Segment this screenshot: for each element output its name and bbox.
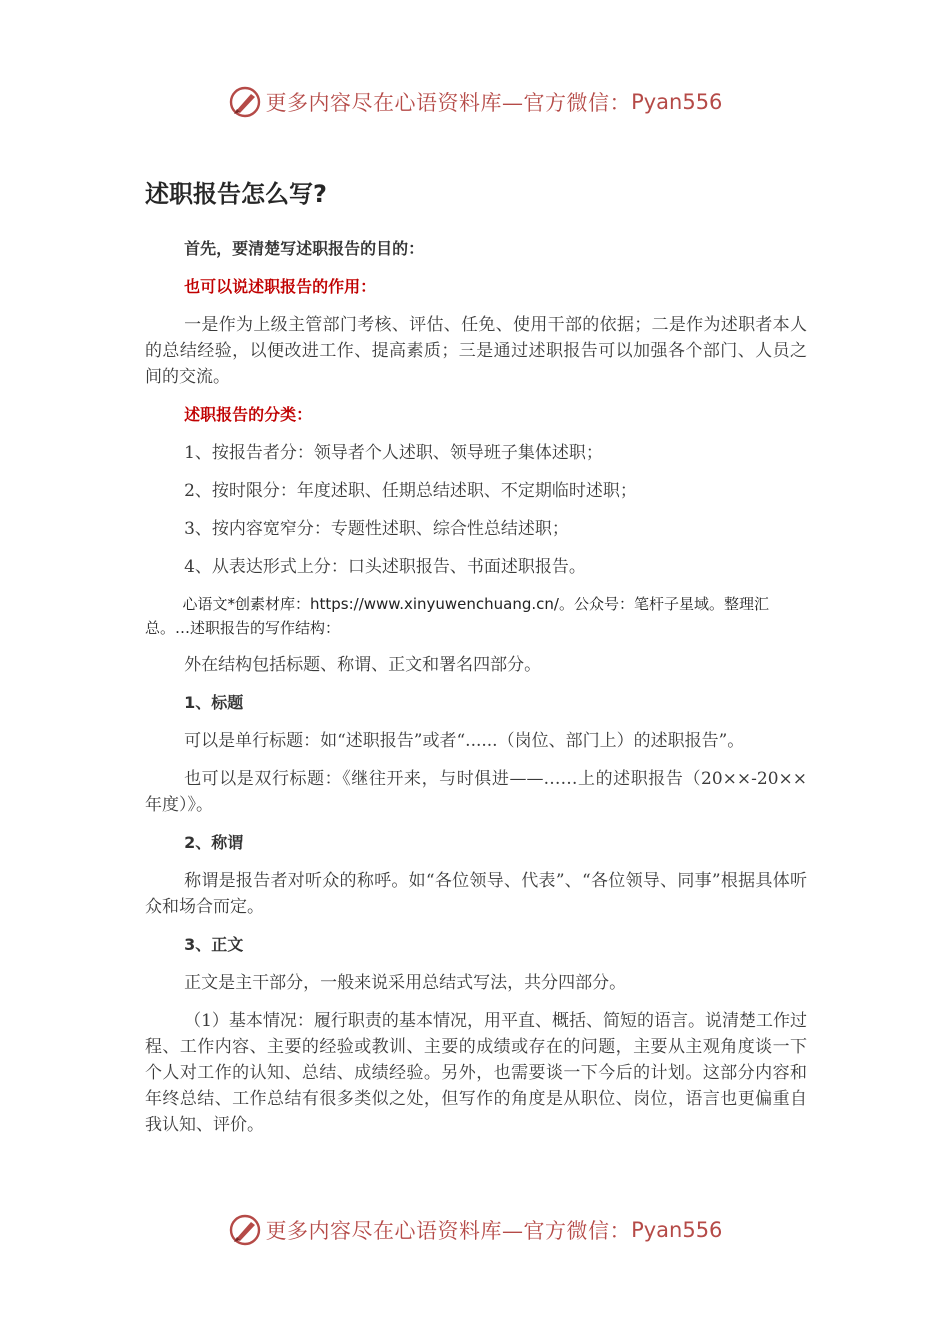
pen-logo-icon (228, 85, 262, 119)
header-text: 更多内容尽在心语资料库—官方微信： (265, 91, 632, 115)
class-item-4: 4、从表达形式上分：口头述职报告、书面述职报告。 (184, 557, 586, 577)
pen-logo-icon (228, 1213, 262, 1247)
role-heading (145, 274, 807, 300)
section-heading-call (145, 830, 807, 856)
section-heading-body (145, 932, 807, 958)
class-item-2: 2、按时限分：年度述职、任期总结述职、不定期临时述职； (184, 481, 637, 501)
footer-handle: Pyan556 (631, 1218, 723, 1242)
header-handle: Pyan556 (631, 90, 723, 114)
intro-paragraph (145, 236, 807, 262)
title-paragraph-1: 可以是单行标题：如“述职报告”或者“......（岗位、部门上）的述职报告”。 (184, 731, 745, 751)
class-item-1: 1、按报告者分：领导者个人述职、领导班子集体述职； (184, 443, 603, 463)
page-title: 述职报告怎么写? (145, 180, 327, 208)
basic-paragraph: （1）基本情况：履行职责的基本情况，用平直、概括、简短的语言。说清楚工作过程、工作内容、主要的经验或教训、主要的成绩或存在的问题，主要从主观角度谈一下个人对工作的认知、总结、成绩经验。另外，也需要谈一下今后的计划。这部分内容和年终总结、工作总结有很多类似之处，但写作的角度是从职位、岗位，语言也更偏重自我认知、评价。 (145, 1011, 807, 1135)
class-heading-text: 述职报告的分类： (184, 405, 313, 424)
class-heading (145, 402, 807, 428)
call-paragraph: 称谓是报告者对听众的称呼。如“各位领导、代表”、“各位领导、同事”根据具体听众和场合而定。 (145, 871, 807, 917)
footer-text: 更多内容尽在心语资料库—官方微信： (265, 1219, 632, 1243)
document-body (145, 170, 807, 1150)
structure-paragraph: 外在结构包括标题、称谓、正文和署名四部分。 (184, 655, 542, 675)
section-heading-body-text: 3、正文 (184, 935, 244, 954)
intro-text: 首先，要清楚写述职报告的目的： (184, 239, 425, 258)
section-heading-title-text: 1、标题 (184, 693, 244, 712)
section-heading-call-text: 2、称谓 (184, 833, 244, 852)
header-banner (0, 82, 950, 122)
section-heading-title (145, 690, 807, 716)
title-paragraph-2: 也可以是双行标题：《继往开来，与时俱进——……上的述职报告（20××-20××年度）》。 (145, 769, 807, 815)
footer-banner (0, 1210, 950, 1250)
role-paragraph: 一是作为上级主管部门考核、评估、任免、使用干部的依据；二是作为述职者本人的总结经验，以便改进工作、提高素质；三是通过述职报告可以加强各个部门、人员之间的交流。 (145, 315, 807, 387)
body-paragraph: 正文是主干部分，一般来说采用总结式写法，共分四部分。 (184, 973, 627, 993)
role-heading-text: 也可以说述职报告的作用： (184, 277, 377, 296)
source-note: 心语文*创素材库：https://www.xinyuwenchuang.cn/。公众号：笔杆子星域。整理汇总。…述职报告的写作结构： (145, 595, 769, 637)
class-item-3: 3、按内容宽窄分：专题性述职、综合性总结述职； (184, 519, 569, 539)
